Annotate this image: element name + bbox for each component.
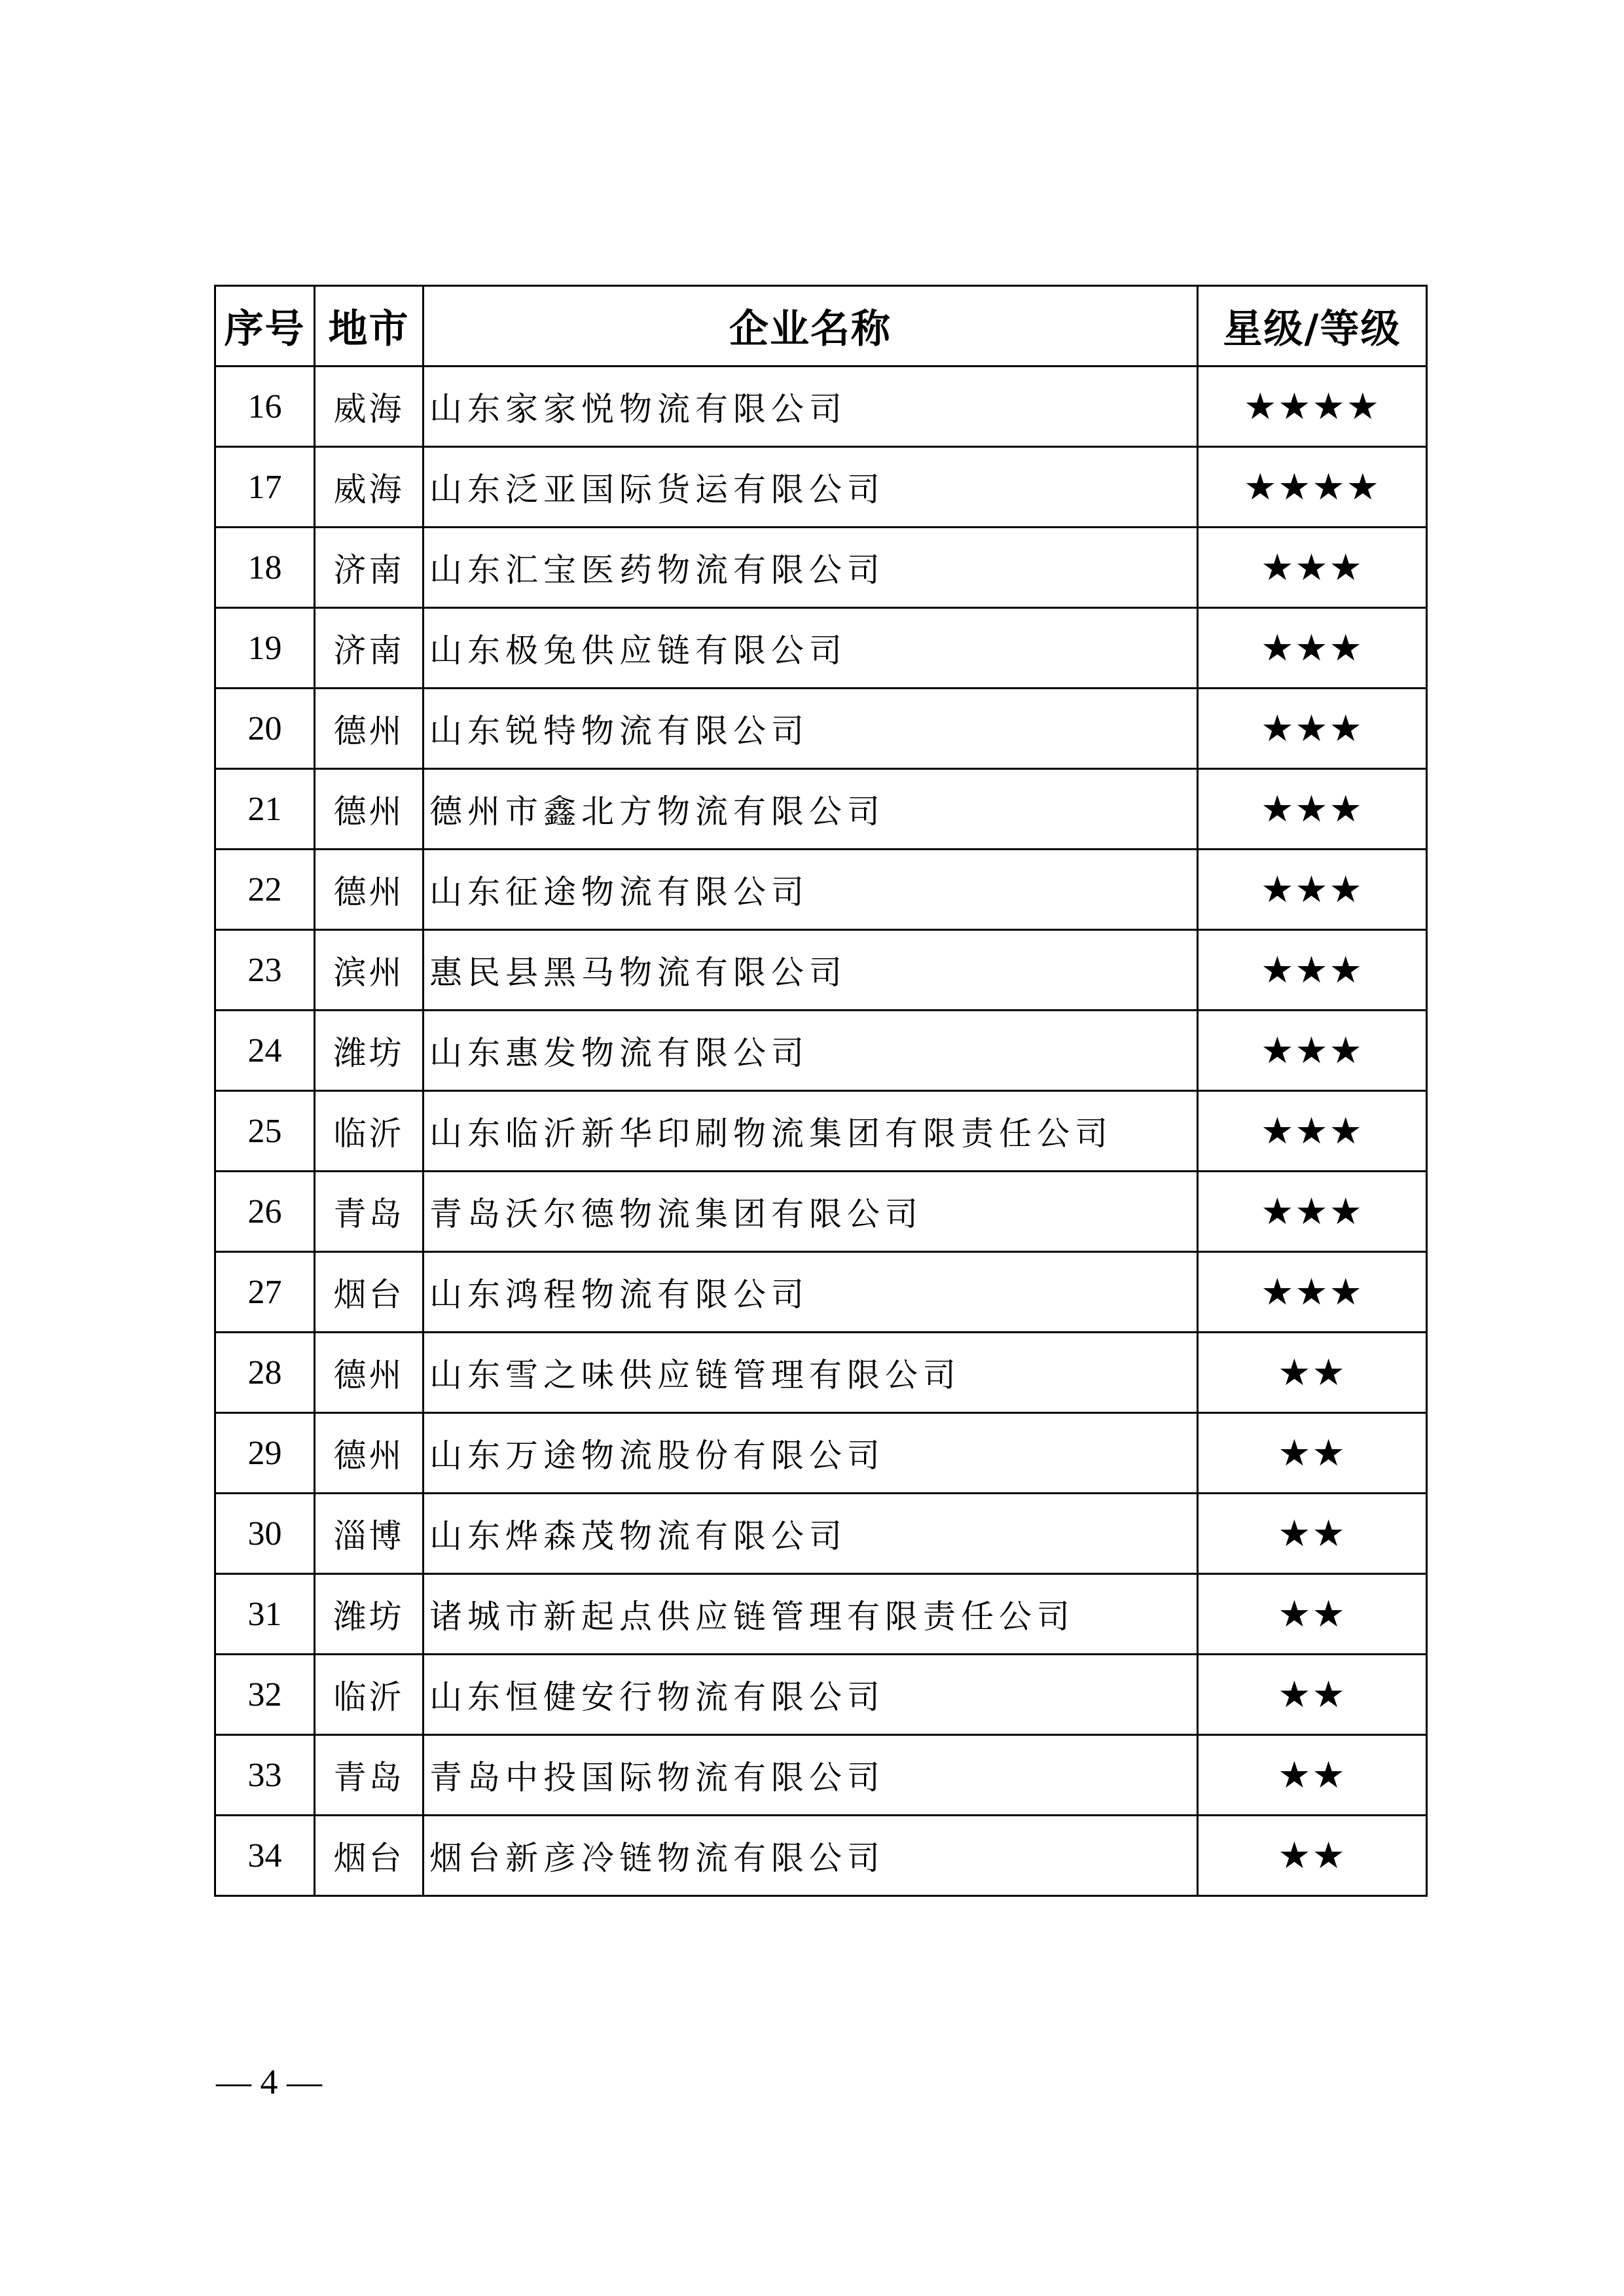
row-serial-number: 17 <box>215 447 315 528</box>
row-serial-number: 23 <box>215 930 315 1011</box>
row-city: 烟台 <box>315 1252 424 1333</box>
star-icon: ★ <box>1312 1431 1346 1475</box>
row-company-name: 青岛沃尔德物流集团有限公司 <box>424 1172 1198 1252</box>
row-star-rating <box>1198 1816 1427 1896</box>
star-icon: ★ <box>1329 1190 1363 1233</box>
star-icon: ★ <box>1295 626 1329 670</box>
row-star-rating <box>1198 367 1427 447</box>
star-icon: ★ <box>1346 465 1380 509</box>
star-icon: ★ <box>1346 385 1380 428</box>
row-city: 德州 <box>315 850 424 930</box>
row-city: 淄博 <box>315 1494 424 1574</box>
star-icon: ★ <box>1295 1029 1329 1072</box>
star-icon: ★ <box>1261 787 1295 831</box>
header-city: 地市 <box>315 286 424 367</box>
star-icon: ★ <box>1329 1029 1363 1072</box>
header-company-name: 企业名称 <box>424 286 1198 367</box>
row-city: 德州 <box>315 689 424 769</box>
star-icon: ★ <box>1295 787 1329 831</box>
row-star-rating <box>1198 689 1427 769</box>
row-company-name: 山东临沂新华印刷物流集团有限责任公司 <box>424 1091 1198 1172</box>
row-star-rating <box>1198 1333 1427 1413</box>
row-star-rating <box>1198 1655 1427 1735</box>
row-serial-number: 22 <box>215 850 315 930</box>
row-city: 威海 <box>315 367 424 447</box>
row-serial-number: 24 <box>215 1011 315 1091</box>
enterprise-rating-table <box>214 285 1428 1897</box>
table-row <box>215 1333 1427 1413</box>
table-row <box>215 1574 1427 1655</box>
row-serial-number: 33 <box>215 1735 315 1816</box>
row-city: 威海 <box>315 447 424 528</box>
star-icon: ★ <box>1312 1834 1346 1877</box>
row-company-name: 山东泛亚国际货运有限公司 <box>424 447 1198 528</box>
row-star-rating <box>1198 850 1427 930</box>
table-row <box>215 850 1427 930</box>
row-company-name: 山东万途物流股份有限公司 <box>424 1413 1198 1494</box>
star-icon: ★ <box>1261 948 1295 992</box>
star-icon: ★ <box>1329 787 1363 831</box>
table-row <box>215 1494 1427 1574</box>
star-icon: ★ <box>1312 385 1346 428</box>
star-icon: ★ <box>1312 1351 1346 1394</box>
star-icon: ★ <box>1312 1753 1346 1797</box>
star-icon: ★ <box>1261 626 1295 670</box>
star-icon: ★ <box>1295 868 1329 911</box>
star-icon: ★ <box>1278 465 1312 509</box>
star-icon: ★ <box>1312 1512 1346 1555</box>
star-icon: ★ <box>1278 1753 1312 1797</box>
header-serial-number: 序号 <box>215 286 315 367</box>
star-icon: ★ <box>1312 1673 1346 1716</box>
row-serial-number: 20 <box>215 689 315 769</box>
row-company-name: 山东雪之味供应链管理有限公司 <box>424 1333 1198 1413</box>
table-row <box>215 1735 1427 1816</box>
row-company-name: 山东恒健安行物流有限公司 <box>424 1655 1198 1735</box>
row-city: 济南 <box>315 528 424 608</box>
row-star-rating <box>1198 1494 1427 1574</box>
row-city: 德州 <box>315 1413 424 1494</box>
table-row <box>215 689 1427 769</box>
row-star-rating <box>1198 1252 1427 1333</box>
row-company-name: 诸城市新起点供应链管理有限责任公司 <box>424 1574 1198 1655</box>
row-star-rating <box>1198 1735 1427 1816</box>
row-city: 青岛 <box>315 1735 424 1816</box>
star-icon: ★ <box>1329 1109 1363 1153</box>
table-row <box>215 1252 1427 1333</box>
star-icon: ★ <box>1261 1270 1295 1314</box>
table-row <box>215 608 1427 689</box>
row-serial-number: 28 <box>215 1333 315 1413</box>
row-company-name: 山东鸿程物流有限公司 <box>424 1252 1198 1333</box>
row-company-name: 山东家家悦物流有限公司 <box>424 367 1198 447</box>
row-city: 德州 <box>315 769 424 850</box>
row-star-rating <box>1198 769 1427 850</box>
row-company-name: 山东汇宝医药物流有限公司 <box>424 528 1198 608</box>
star-icon: ★ <box>1278 385 1312 428</box>
row-serial-number: 21 <box>215 769 315 850</box>
header-star-rating: 星级/等级 <box>1198 286 1427 367</box>
table-row <box>215 1655 1427 1735</box>
star-icon: ★ <box>1329 1270 1363 1314</box>
row-star-rating <box>1198 528 1427 608</box>
star-icon: ★ <box>1295 1190 1329 1233</box>
row-serial-number: 34 <box>215 1816 315 1896</box>
star-icon: ★ <box>1261 546 1295 589</box>
row-company-name: 山东极兔供应链有限公司 <box>424 608 1198 689</box>
row-company-name: 山东惠发物流有限公司 <box>424 1011 1198 1091</box>
table-body <box>215 367 1427 1896</box>
row-city: 德州 <box>315 1333 424 1413</box>
star-icon: ★ <box>1244 385 1278 428</box>
star-icon: ★ <box>1278 1834 1312 1877</box>
row-star-rating <box>1198 608 1427 689</box>
row-star-rating <box>1198 1413 1427 1494</box>
star-icon: ★ <box>1261 868 1295 911</box>
row-star-rating <box>1198 1574 1427 1655</box>
row-city: 临沂 <box>315 1091 424 1172</box>
table-row <box>215 769 1427 850</box>
row-serial-number: 25 <box>215 1091 315 1172</box>
row-company-name: 德州市鑫北方物流有限公司 <box>424 769 1198 850</box>
star-icon: ★ <box>1329 868 1363 911</box>
row-star-rating <box>1198 1011 1427 1091</box>
page-number: — 4 — <box>216 2062 322 2102</box>
row-city: 济南 <box>315 608 424 689</box>
star-icon: ★ <box>1295 546 1329 589</box>
row-serial-number: 19 <box>215 608 315 689</box>
table-row <box>215 528 1427 608</box>
row-city: 临沂 <box>315 1655 424 1735</box>
row-star-rating <box>1198 1172 1427 1252</box>
star-icon: ★ <box>1261 1109 1295 1153</box>
star-icon: ★ <box>1295 1109 1329 1153</box>
table-row <box>215 1011 1427 1091</box>
row-serial-number: 30 <box>215 1494 315 1574</box>
row-city: 潍坊 <box>315 1011 424 1091</box>
table-row <box>215 1091 1427 1172</box>
star-icon: ★ <box>1295 1270 1329 1314</box>
star-icon: ★ <box>1261 1190 1295 1233</box>
star-icon: ★ <box>1329 626 1363 670</box>
star-icon: ★ <box>1261 707 1295 750</box>
row-serial-number: 27 <box>215 1252 315 1333</box>
star-icon: ★ <box>1278 1431 1312 1475</box>
row-serial-number: 16 <box>215 367 315 447</box>
row-star-rating <box>1198 930 1427 1011</box>
row-company-name: 青岛中投国际物流有限公司 <box>424 1735 1198 1816</box>
row-company-name: 烟台新彦冷链物流有限公司 <box>424 1816 1198 1896</box>
table-row <box>215 447 1427 528</box>
row-company-name: 山东烨森茂物流有限公司 <box>424 1494 1198 1574</box>
table-header-row <box>215 286 1427 367</box>
row-serial-number: 31 <box>215 1574 315 1655</box>
star-icon: ★ <box>1295 948 1329 992</box>
row-city: 潍坊 <box>315 1574 424 1655</box>
row-serial-number: 29 <box>215 1413 315 1494</box>
table-row <box>215 1816 1427 1896</box>
row-city: 滨州 <box>315 930 424 1011</box>
star-icon: ★ <box>1278 1592 1312 1636</box>
star-icon: ★ <box>1261 1029 1295 1072</box>
star-icon: ★ <box>1329 707 1363 750</box>
row-star-rating <box>1198 1091 1427 1172</box>
row-star-rating <box>1198 447 1427 528</box>
row-company-name: 惠民县黑马物流有限公司 <box>424 930 1198 1011</box>
row-company-name: 山东锐特物流有限公司 <box>424 689 1198 769</box>
row-serial-number: 18 <box>215 528 315 608</box>
table-row <box>215 1172 1427 1252</box>
star-icon: ★ <box>1278 1512 1312 1555</box>
star-icon: ★ <box>1295 707 1329 750</box>
star-icon: ★ <box>1329 546 1363 589</box>
row-company-name: 山东征途物流有限公司 <box>424 850 1198 930</box>
row-serial-number: 26 <box>215 1172 315 1252</box>
star-icon: ★ <box>1312 1592 1346 1636</box>
table-row <box>215 367 1427 447</box>
table-row <box>215 1413 1427 1494</box>
row-serial-number: 32 <box>215 1655 315 1735</box>
row-city: 烟台 <box>315 1816 424 1896</box>
star-icon: ★ <box>1244 465 1278 509</box>
star-icon: ★ <box>1312 465 1346 509</box>
table-row <box>215 930 1427 1011</box>
star-icon: ★ <box>1278 1673 1312 1716</box>
row-city: 青岛 <box>315 1172 424 1252</box>
star-icon: ★ <box>1329 948 1363 992</box>
star-icon: ★ <box>1278 1351 1312 1394</box>
